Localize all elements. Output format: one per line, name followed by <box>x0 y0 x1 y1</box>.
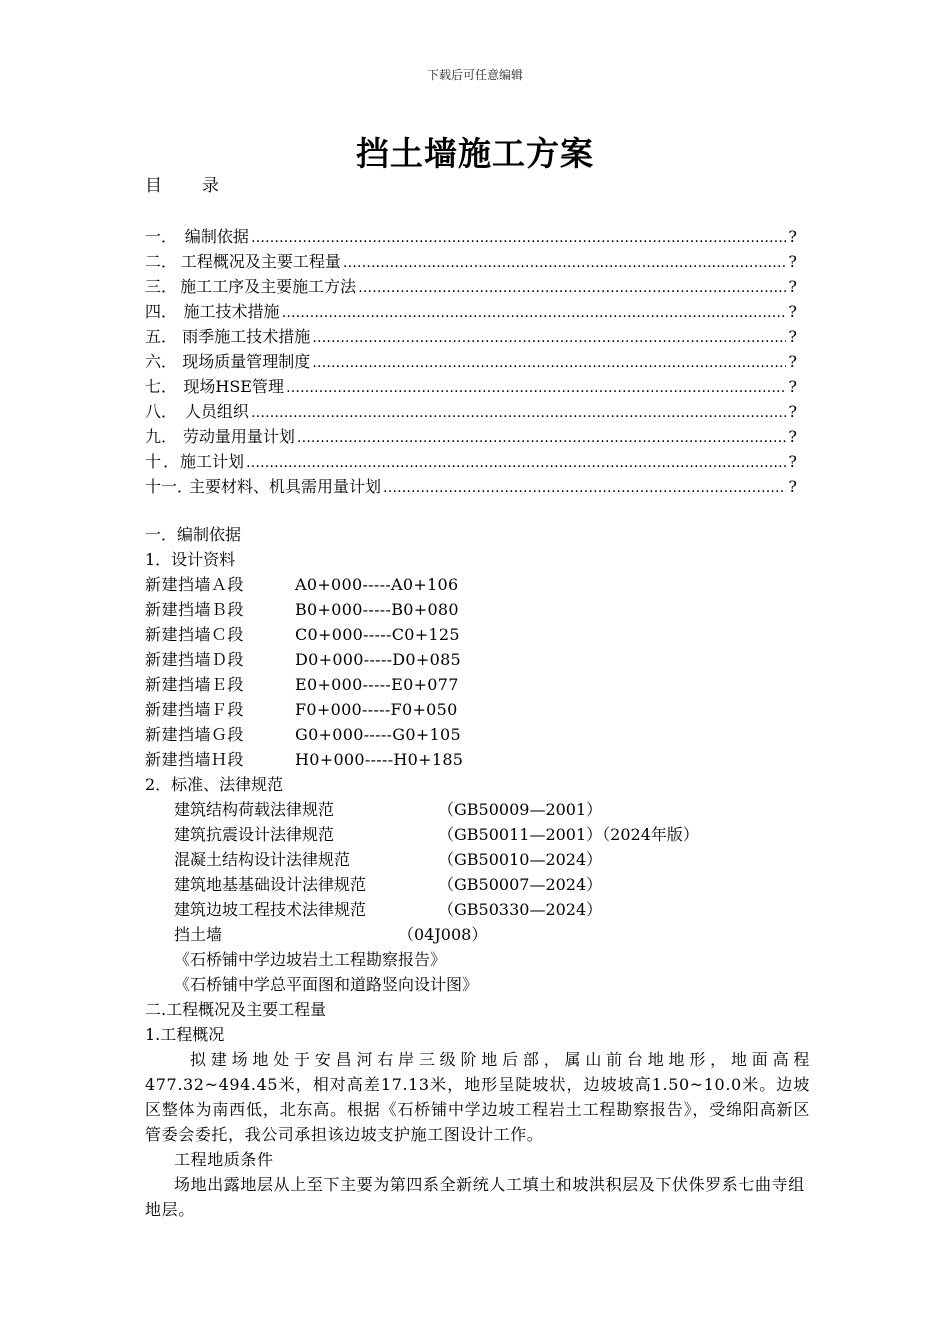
section-heading: 一．编制依据 <box>145 525 242 544</box>
toc-number: 七 <box>145 377 162 396</box>
standard-code: （04J008） <box>398 925 488 944</box>
segment-row <box>145 722 810 747</box>
toc-entry[interactable] <box>145 349 797 374</box>
segment-range: D0+000-----D0+085 <box>295 650 462 669</box>
toc-leader <box>282 301 787 326</box>
toc-leader <box>358 276 786 301</box>
segment-row <box>145 622 810 647</box>
standard-code: （GB50011—2001）（2024年版） <box>438 825 699 844</box>
toc-separator: ． <box>161 252 178 271</box>
segment-row <box>145 597 810 622</box>
segment-range: B0+000-----B0+080 <box>295 600 459 619</box>
reference-doc: 《石桥铺中学边坡岩土工程勘察报告》 <box>174 950 447 969</box>
standard-code: （GB50330—2024） <box>438 900 603 919</box>
toc-leader <box>251 401 786 426</box>
toc-number: 十一 <box>145 477 178 496</box>
toc-entry[interactable] <box>145 399 797 424</box>
toc-number: 十 <box>145 452 162 471</box>
toc-entry[interactable] <box>145 299 797 324</box>
toc-label: 工程概况及主要工程量 <box>180 252 341 271</box>
standard-row <box>145 922 810 947</box>
geology-heading: 工程地质条件 <box>174 1150 274 1169</box>
toc-entry[interactable] <box>145 274 797 299</box>
toc-separator: ． <box>161 427 178 446</box>
toc-page: ? <box>788 402 797 421</box>
toc-entry[interactable] <box>145 474 797 499</box>
segment-row <box>145 572 810 597</box>
toc-entry[interactable] <box>145 374 797 399</box>
toc-label: 施工技术措施 <box>183 302 280 321</box>
toc-page: ? <box>788 352 797 371</box>
toc-separator: ． <box>161 227 178 246</box>
toc-entry[interactable] <box>145 324 797 349</box>
subsection-heading: 1.工程概况 <box>145 1025 225 1044</box>
toc-page: ? <box>788 477 797 496</box>
toc-page: ? <box>788 277 797 296</box>
toc-number: 六 <box>145 352 162 371</box>
standard-row <box>145 897 810 922</box>
toc-page: ? <box>788 302 797 321</box>
segment-row <box>145 697 810 722</box>
toc-page: ? <box>788 227 797 246</box>
overview-paragraph: 拟建场地处于安昌河右岸三级阶地后部，属山前台地地形，地面高程477.32~494.45米，相对高差17.13米，地形呈陡坡状，边坡坡高1.50~10.0米。边坡区整体为南西低，北东高。根据《石桥铺中学边坡工程岩土工程勘察报告》，受绵阳高新区管委会委托，我公司承担该边坡支护施工图设计工作。 <box>145 1050 810 1144</box>
toc-label: 编制依据 <box>184 227 249 246</box>
toc-label: 劳动量用量计划 <box>182 427 295 446</box>
geology-paragraph: 场地出露地层从上至下主要为第四系全新统人工填土和坡洪积层及下伏侏罗系七曲寺组地层。 <box>145 1175 805 1219</box>
toc-page: ? <box>788 452 797 471</box>
toc-number: 九 <box>145 427 162 446</box>
toc-label: 施工工序及主要施工方法 <box>180 277 357 296</box>
standard-code: （GB50009—2001） <box>438 800 603 819</box>
segment-range: F0+000-----F0+050 <box>295 700 458 719</box>
segment-name: 新建挡墙Ｂ段 <box>145 600 245 619</box>
subsection-heading: 1．设计资料 <box>145 550 236 569</box>
toc-separator: ． <box>161 302 178 321</box>
segment-row <box>145 647 810 672</box>
toc-page: ? <box>788 427 797 446</box>
toc-leader <box>383 476 786 501</box>
toc-entry[interactable] <box>145 224 797 249</box>
toc-label: 施工计划 <box>179 452 244 471</box>
toc-heading <box>145 174 219 198</box>
toc-number: 八 <box>145 402 162 421</box>
standard-name: 混凝土结构设计法律规范 <box>174 850 351 869</box>
toc-separator: ． <box>161 277 178 296</box>
segment-range: A0+000-----A0+106 <box>295 575 459 594</box>
standard-row <box>145 872 810 897</box>
toc-number: 三 <box>145 277 162 296</box>
standard-name: 建筑地基基础设计法律规范 <box>174 875 367 894</box>
toc-heading-char-1: 目 <box>145 176 162 196</box>
toc-entry[interactable] <box>145 449 797 474</box>
segment-name: 新建挡墙Ｈ段 <box>145 750 245 769</box>
toc-separator: ． <box>161 402 178 421</box>
toc-entry[interactable] <box>145 424 797 449</box>
standard-code: （GB50007—2024） <box>438 875 603 894</box>
toc-page: ? <box>788 327 797 346</box>
toc-label: 雨季施工技术措施 <box>182 327 311 346</box>
standard-row <box>145 822 810 847</box>
reference-doc: 《石桥铺中学总平面图和道路竖向设计图》 <box>174 975 479 994</box>
toc-label: 人员组织 <box>184 402 249 421</box>
table-of-contents <box>145 224 797 499</box>
document-body <box>145 522 810 1222</box>
segment-name: 新建挡墙Ａ段 <box>145 575 245 594</box>
toc-separator: ． <box>177 477 194 496</box>
toc-heading-char-2: 录 <box>202 176 219 196</box>
segment-range: E0+000-----E0+077 <box>295 675 459 694</box>
segment-range: H0+000-----H0+185 <box>295 750 464 769</box>
toc-label: 主要材料、机具需用量计划 <box>189 477 382 496</box>
toc-label: 现场质量管理制度 <box>182 352 311 371</box>
toc-separator: ． <box>161 377 178 396</box>
toc-entry[interactable] <box>145 249 797 274</box>
standard-row <box>145 847 810 872</box>
standard-name: 建筑边坡工程技术法律规范 <box>174 900 367 919</box>
toc-number: 四 <box>145 302 162 321</box>
toc-separator: ． <box>161 352 178 371</box>
toc-page: ? <box>788 252 797 271</box>
segment-name: 新建挡墙Ｃ段 <box>145 625 245 644</box>
segment-name: 新建挡墙Ｆ段 <box>145 700 245 719</box>
standard-name: 建筑结构荷载法律规范 <box>174 800 335 819</box>
standard-row <box>145 797 810 822</box>
segment-row <box>145 747 810 772</box>
document-title: 挡土墙施工方案 <box>356 134 594 173</box>
toc-page: ? <box>788 377 797 396</box>
toc-leader <box>312 326 786 351</box>
toc-leader <box>286 376 786 401</box>
standard-name: 建筑抗震设计法律规范 <box>174 825 335 844</box>
toc-leader <box>312 351 786 376</box>
header-note: 下载后可任意编辑 <box>426 68 523 82</box>
segment-row <box>145 672 810 697</box>
subsection-heading: 2．标准、法律规范 <box>145 775 284 794</box>
standard-name: 挡土墙 <box>174 925 223 944</box>
segment-range: C0+000-----C0+125 <box>295 625 460 644</box>
toc-number: 五 <box>145 327 162 346</box>
toc-leader <box>246 451 786 476</box>
segment-name: 新建挡墙Ｅ段 <box>145 675 245 694</box>
toc-leader <box>251 226 786 251</box>
segment-name: 新建挡墙Ｇ段 <box>145 725 245 744</box>
toc-separator: ． <box>161 327 178 346</box>
toc-number: 一 <box>145 227 162 246</box>
toc-leader <box>297 426 787 451</box>
segment-range: G0+000-----G0+105 <box>295 725 461 744</box>
standard-code: （GB50010—2024） <box>438 850 603 869</box>
segment-name: 新建挡墙Ｄ段 <box>145 650 245 669</box>
toc-leader <box>343 251 787 276</box>
toc-label: 现场HSE管理 <box>183 377 284 396</box>
toc-number: 二 <box>145 252 162 271</box>
section-heading: 二.工程概况及主要工程量 <box>145 1000 327 1019</box>
toc-separator: ． <box>163 452 180 471</box>
